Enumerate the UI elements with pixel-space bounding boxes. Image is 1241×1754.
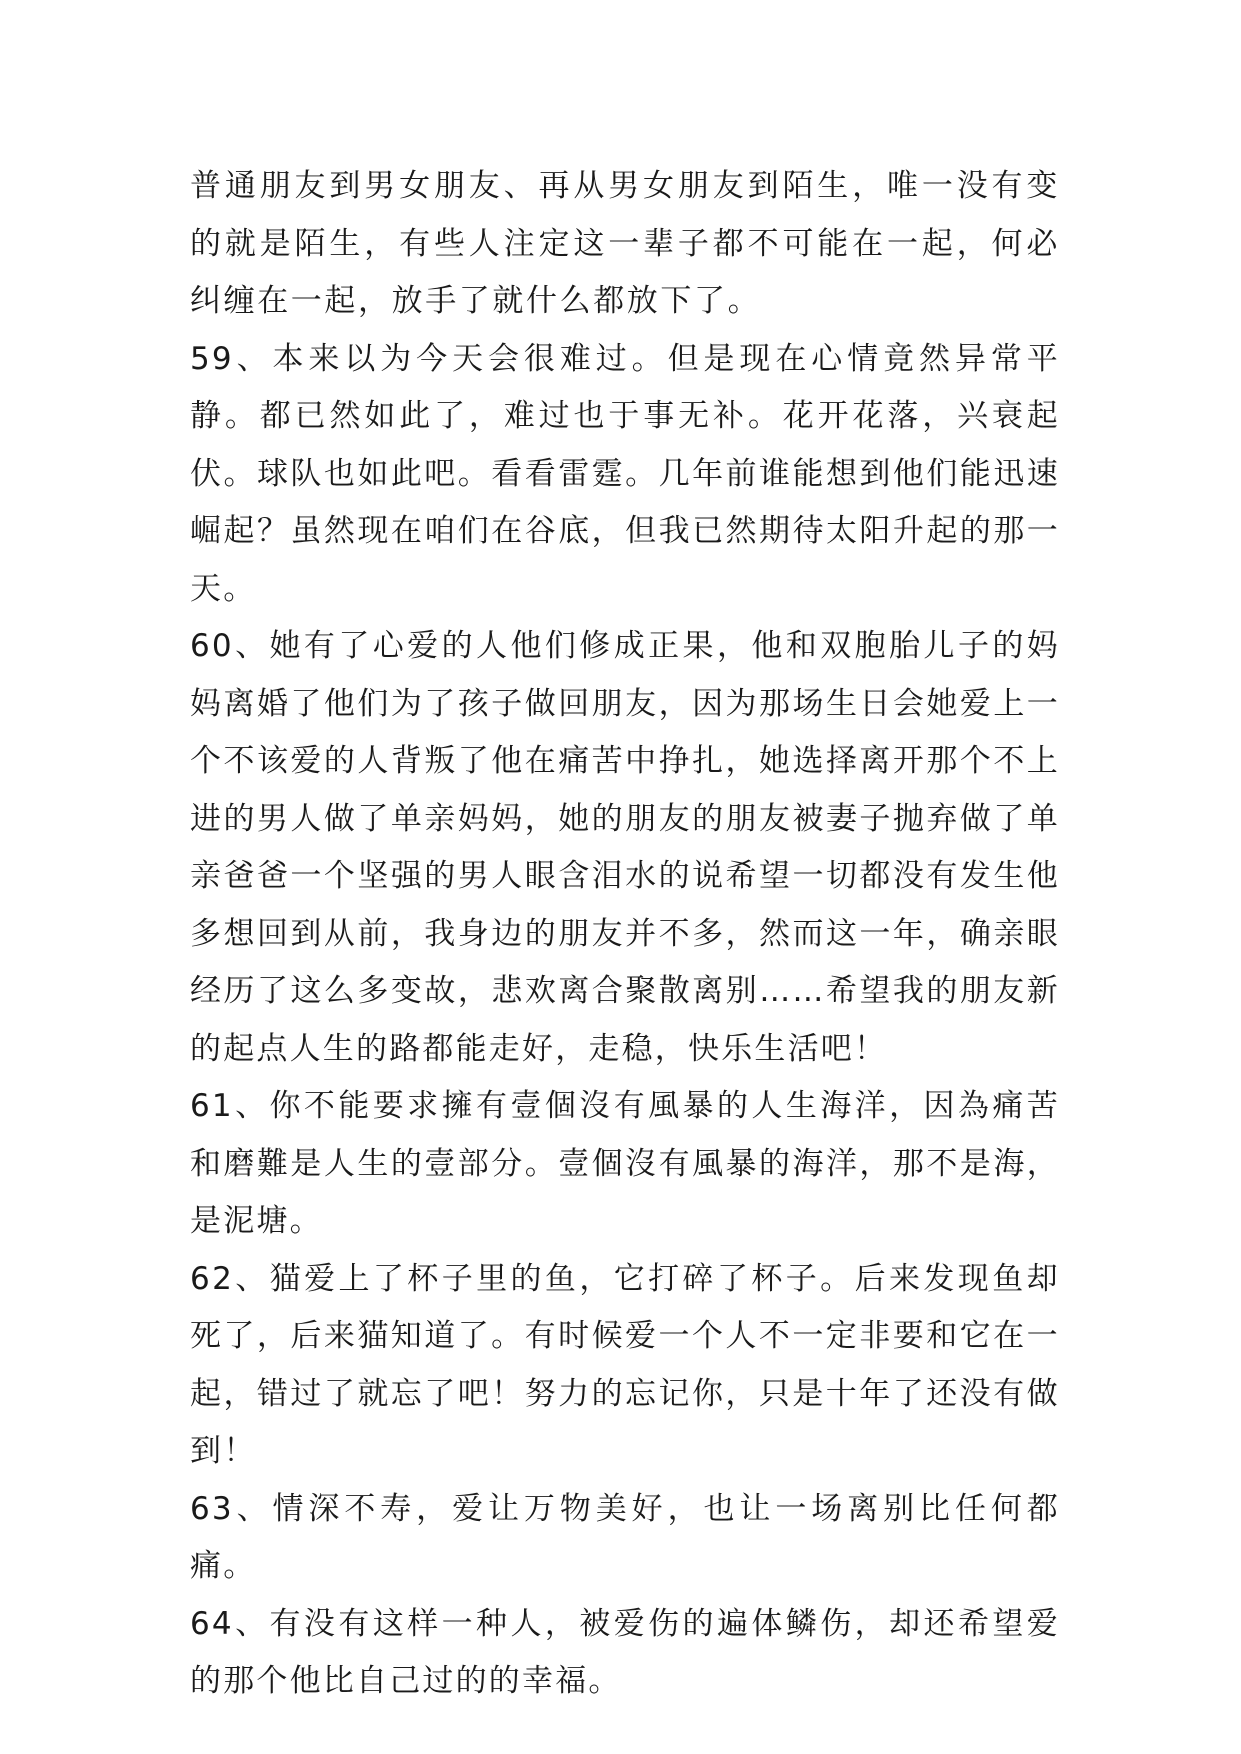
paragraph-60: 60、她有了心爱的人他们修成正果，他和双胞胎儿子的妈妈离婚了他们为了孩子做回朋友，因为那场生日会她爱上一个不该爱的人背叛了他在痛苦中挣扎，她选择离开那个不上进的男人做了单亲妈妈，她的朋友的朋友被妻子抛弃做了单亲爸爸一个坚强的男人眼含泪水的说希望一切都没有发生他多想回到从前，我身边的朋友并不多，然而这一年，确亲眼经历了这么多变故，悲欢离合聚散离别……希望我的朋友新的起点人生的路都能走好，走稳，快乐生活吧！ [190, 628, 1060, 1067]
paragraph-63: 63、情深不寿，爱让万物美好，也让一场离别比任何都痛。 [190, 1490, 1060, 1584]
document-body [190, 158, 1060, 1711]
paragraph-59: 59、本来以为今天会很难过。但是现在心情竟然异常平静。都已然如此了，难过也于事无补。花开花落，兴衰起伏。球队也如此吧。看看雷霆。几年前谁能想到他们能迅速崛起？虽然现在咱们在谷底，但我已然期待太阳升起的那一天。 [190, 340, 1060, 607]
paragraph-62: 62、猫爱上了杯子里的鱼，它打碎了杯子。后来发现鱼却死了，后来猫知道了。有时候爱一个人不一定非要和它在一起，错过了就忘了吧！努力的忘记你，只是十年了还没有做到！ [190, 1260, 1060, 1469]
paragraph-64: 64、有没有这样一种人，被爱伤的遍体鳞伤，却还希望爱的那个他比自己过的的幸福。 [190, 1605, 1060, 1699]
paragraph-continuation: 普通朋友到男女朋友、再从男女朋友到陌生，唯一没有变的就是陌生，有些人注定这一辈子都不可能在一起，何必纠缠在一起，放手了就什么都放下了。 [190, 168, 1060, 319]
paragraph-61: 61、你不能要求擁有壹個沒有風暴的人生海洋，因為痛苦和磨難是人生的壹部分。壹個沒有風暴的海洋，那不是海，是泥塘。 [190, 1088, 1060, 1239]
